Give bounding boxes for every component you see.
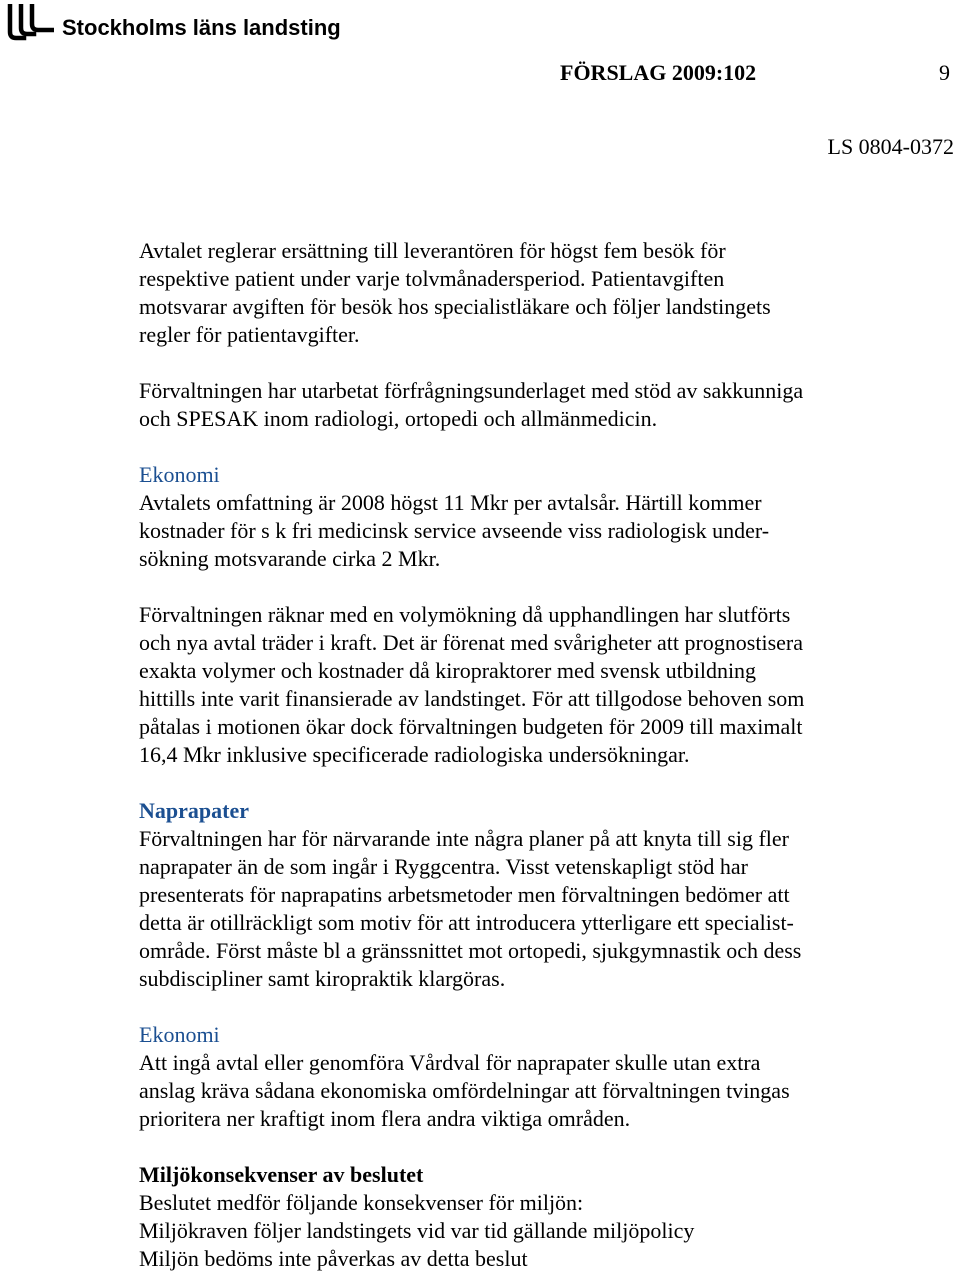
logo-text: Stockholms läns landsting <box>62 15 341 40</box>
page-number: 9 <box>939 60 950 85</box>
paragraph: Att ingå avtal eller genomföra Vårdval för naprapater skulle utan extra anslag kräva sådana ekonomiska omfördelningar att förvaltningen tvingas prioritera ner kraftigt inom flera andra viktiga områden. <box>139 1050 790 1131</box>
document-title: FÖRSLAG 2009:102 <box>560 60 757 85</box>
sll-logo <box>4 4 341 42</box>
subheading-ekonomi: Ekonomi <box>139 462 220 487</box>
paragraph: Beslutet medför följande konsekvenser för miljön: Miljökraven följer landstingets vid var tid gällande miljöpolicy Miljön bedöms inte påverkas av detta beslut <box>139 1190 695 1271</box>
section-heading-miljokonsekvenser: Miljökonsekvenser av beslutet <box>139 1162 424 1187</box>
section-heading-naprapater: Naprapater <box>139 798 249 823</box>
sll-logo-icon <box>4 4 54 42</box>
paragraph: Förvaltningen har för närvarande inte några planer på att knyta till sig fler naprapater än de som ingår i Ryggcentra. Visst vetenskapligt stöd har presenterats för naprapatins arbetsmetoder men förvaltningen bedömer att detta är otillräckligt som motiv för att introducera ytterligare ett specialist- område. Först måste bl a gränssnittet mot ortopedi, sjukgymnastik och dess subdiscipliner samt kiropraktik klargöras. <box>139 826 802 991</box>
paragraph: Avtalet reglerar ersättning till leverantören för högst fem besök för respektive patient under varje tolvmånadersperiod. Patientavgiften motsvarar avgiften för besök hos specialistläkare och följer landstingets regler för patientavgifter. <box>139 238 771 347</box>
paragraph: Förvaltningen har utarbetat förfrågningsunderlaget med stöd av sakkunniga och SPESAK inom radiologi, ortopedi och allmänmedicin. <box>139 378 804 431</box>
paragraph: Avtalets omfattning är 2008 högst 11 Mkr per avtalsår. Härtill kommer kostnader för s k fri medicinsk service avseende viss radiologisk under- sökning motsvarande cirka 2 Mkr. <box>139 490 770 571</box>
subheading-ekonomi: Ekonomi <box>139 1022 220 1047</box>
document-reference: LS 0804-0372 <box>827 134 954 159</box>
document-body <box>139 237 939 1273</box>
paragraph: Förvaltningen räknar med en volymökning då upphandlingen har slutförts och nya avtal träder i kraft. Det är förenat med svårigheter att prognostisera exakta volymer och kostnader då kiropraktorer med svensk utbildning hittills inte varit finansierade av landstinget. För att tillgodose behoven som påtalas i motionen ökar dock förvaltningen budgeten för 2009 till maximalt 16,4 Mkr inklusive specificerade radiologiska undersökningar. <box>139 602 805 767</box>
